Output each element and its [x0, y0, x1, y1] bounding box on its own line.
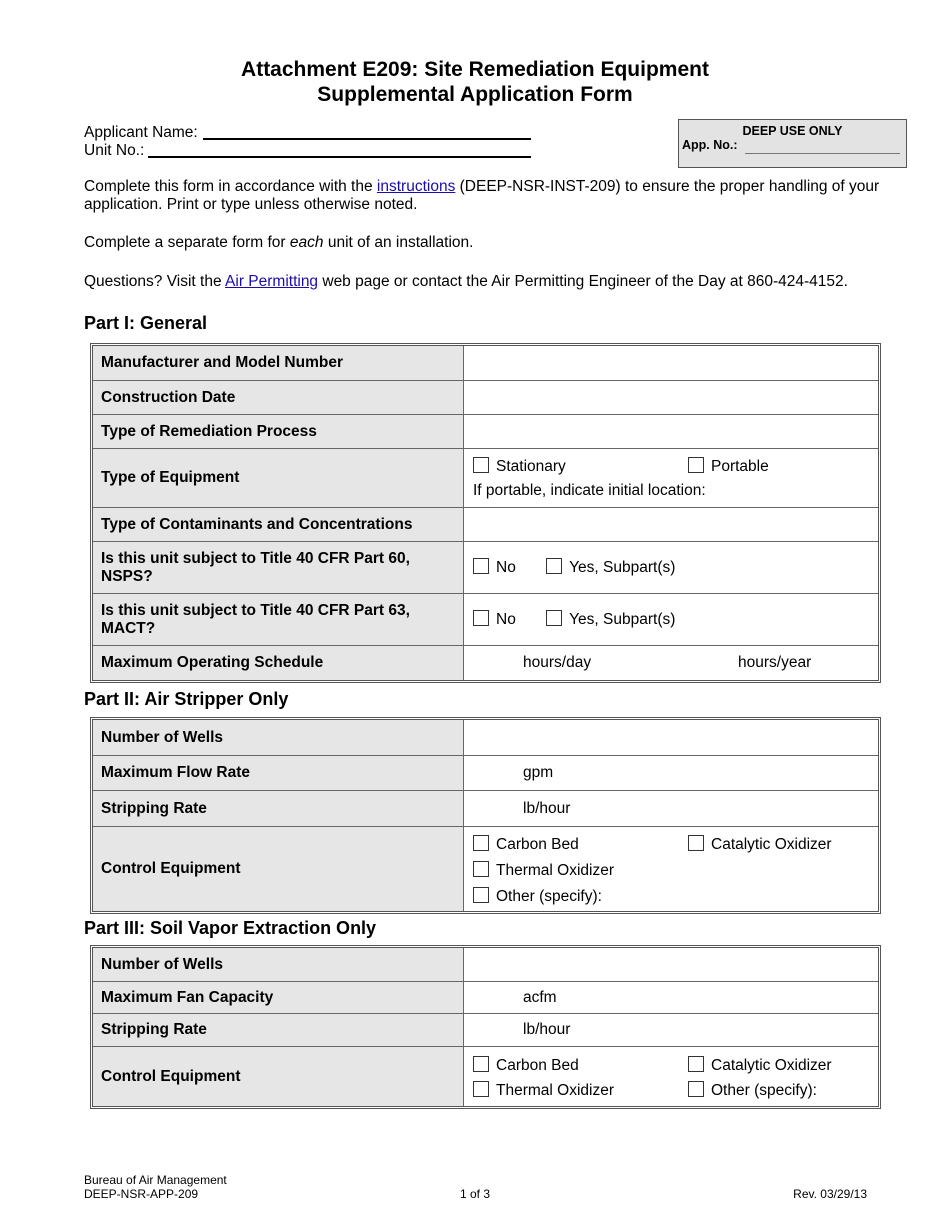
mact-no-option[interactable]: No — [473, 610, 516, 629]
nsps-no-option[interactable]: No — [473, 558, 516, 577]
construction-date-input[interactable] — [464, 380, 878, 414]
mact-yes-option[interactable]: Yes, Subpart(s) — [546, 610, 675, 629]
p3-carbon-bed-checkbox[interactable] — [473, 1056, 489, 1072]
part2-table — [90, 717, 881, 914]
app-no-field — [745, 153, 900, 154]
p2-control-cell — [464, 826, 878, 911]
unit-no-label: Unit No.: — [84, 142, 145, 159]
flow-rate-input[interactable] — [464, 755, 878, 790]
part1-heading: Part I: General — [84, 313, 208, 333]
p3-stripping-rate-unit: lb/hour — [523, 1021, 571, 1038]
construction-date-label: Construction Date — [93, 380, 464, 414]
schedule-label: Maximum Operating Schedule — [93, 645, 464, 680]
p2-carbon-bed-checkbox[interactable] — [473, 835, 489, 851]
hours-year-unit: hours/year — [738, 654, 812, 671]
p2-stripping-rate-unit: lb/hour — [523, 799, 571, 817]
intro-paragraph-3: Questions? Visit the Air Permitting web page or contact the Air Permitting Engineer of the Day at 860-424-4152. — [84, 273, 848, 290]
stationary-option[interactable]: Stationary — [473, 457, 566, 476]
part2-heading: Part II: Air Stripper Only — [84, 689, 289, 709]
p3-thermal-checkbox[interactable] — [473, 1081, 489, 1097]
p3-carbon-bed-option[interactable]: Carbon Bed — [473, 1056, 579, 1075]
hours-day-unit: hours/day — [523, 654, 592, 671]
mact-yes-checkbox[interactable] — [546, 610, 562, 626]
footer-page-number: 1 of 3 — [459, 1187, 491, 1201]
p2-thermal-option[interactable]: Thermal Oxidizer — [473, 861, 614, 880]
form-title-line2: Supplemental Application Form — [317, 83, 633, 106]
part1-table — [90, 343, 881, 683]
footer-revision: Rev. 03/29/13 — [793, 1187, 867, 1201]
app-no-label: App. No.: — [682, 138, 738, 152]
p2-wells-input[interactable] — [464, 720, 878, 755]
nsps-no-checkbox[interactable] — [473, 558, 489, 574]
intro-paragraph-1: Complete this form in accordance with the instructions (DEEP-NSR-INST-209) to ensure the proper handling of your application. Print or type unless otherwise noted. — [84, 178, 880, 213]
deep-use-only-title: DEEP USE ONLY — [742, 124, 843, 138]
applicant-name-field[interactable] — [203, 138, 531, 140]
p2-stripping-rate-label: Stripping Rate — [93, 790, 464, 826]
equipment-type-label: Type of Equipment — [93, 448, 464, 507]
p3-thermal-option[interactable]: Thermal Oxidizer — [473, 1081, 614, 1100]
portable-location-label: If portable, indicate initial location: — [473, 481, 706, 499]
schedule-cell[interactable] — [464, 645, 878, 680]
equipment-type-cell — [464, 448, 878, 507]
air-permitting-link[interactable]: Air Permitting — [225, 273, 319, 290]
p2-control-label: Control Equipment — [93, 826, 464, 911]
form-title-line1: Attachment E209: Site Remediation Equipment — [241, 58, 709, 81]
fan-capacity-unit: acfm — [523, 988, 557, 1006]
manufacturer-label: Manufacturer and Model Number — [93, 346, 464, 380]
remediation-process-input[interactable] — [464, 414, 878, 448]
manufacturer-input[interactable] — [464, 346, 878, 380]
part3-table — [90, 945, 881, 1109]
p3-wells-input[interactable] — [464, 948, 878, 981]
p3-stripping-rate-label: Stripping Rate — [93, 1013, 464, 1046]
instructions-link[interactable]: instructions — [376, 178, 456, 195]
nsps-yes-option[interactable]: Yes, Subpart(s) — [546, 558, 675, 577]
p3-other-checkbox[interactable] — [688, 1081, 704, 1097]
mact-question: Is this unit subject to Title 40 CFR Part 63, MACT? — [93, 593, 464, 645]
p2-catalytic-checkbox[interactable] — [688, 835, 704, 851]
p3-catalytic-option[interactable]: Catalytic Oxidizer — [688, 1056, 832, 1075]
fan-capacity-label: Maximum Fan Capacity — [93, 981, 464, 1013]
deep-use-only-box — [678, 119, 907, 168]
p3-wells-label: Number of Wells — [93, 948, 464, 981]
fan-capacity-input[interactable] — [464, 981, 878, 1013]
p2-other-checkbox[interactable] — [473, 887, 489, 903]
mact-no-checkbox[interactable] — [473, 610, 489, 626]
nsps-cell — [464, 541, 878, 593]
p2-thermal-checkbox[interactable] — [473, 861, 489, 877]
flow-rate-label: Maximum Flow Rate — [93, 755, 464, 790]
applicant-name-label: Applicant Name: — [84, 124, 198, 141]
nsps-question: Is this unit subject to Title 40 CFR Part 60, NSPS? — [93, 541, 464, 593]
contaminants-label: Type of Contaminants and Concentrations — [93, 507, 464, 541]
p3-stripping-rate-input[interactable] — [464, 1013, 878, 1046]
mact-cell — [464, 593, 878, 645]
stationary-checkbox[interactable] — [473, 457, 489, 473]
footer-form-id: DEEP-NSR-APP-209 — [84, 1187, 199, 1201]
nsps-yes-checkbox[interactable] — [546, 558, 562, 574]
footer-bureau: Bureau of Air Management — [84, 1173, 227, 1187]
flow-rate-unit: gpm — [523, 764, 554, 781]
p3-other-option[interactable]: Other (specify): — [688, 1081, 817, 1100]
p2-stripping-rate-input[interactable] — [464, 790, 878, 826]
p2-wells-label: Number of Wells — [93, 720, 464, 755]
portable-option[interactable]: Portable — [688, 457, 769, 476]
p3-control-cell — [464, 1046, 878, 1106]
p2-other-option[interactable]: Other (specify): — [473, 887, 602, 906]
unit-no-field[interactable] — [148, 156, 531, 158]
remediation-process-label: Type of Remediation Process — [93, 414, 464, 448]
portable-checkbox[interactable] — [688, 457, 704, 473]
intro-paragraph-2: Complete a separate form for each unit of an installation. — [84, 234, 474, 251]
contaminants-input[interactable] — [464, 507, 878, 541]
p2-catalytic-option[interactable]: Catalytic Oxidizer — [688, 835, 832, 854]
p3-control-label: Control Equipment — [93, 1046, 464, 1106]
p3-catalytic-checkbox[interactable] — [688, 1056, 704, 1072]
part3-heading: Part III: Soil Vapor Extraction Only — [84, 918, 377, 938]
p2-carbon-bed-option[interactable]: Carbon Bed — [473, 835, 579, 854]
